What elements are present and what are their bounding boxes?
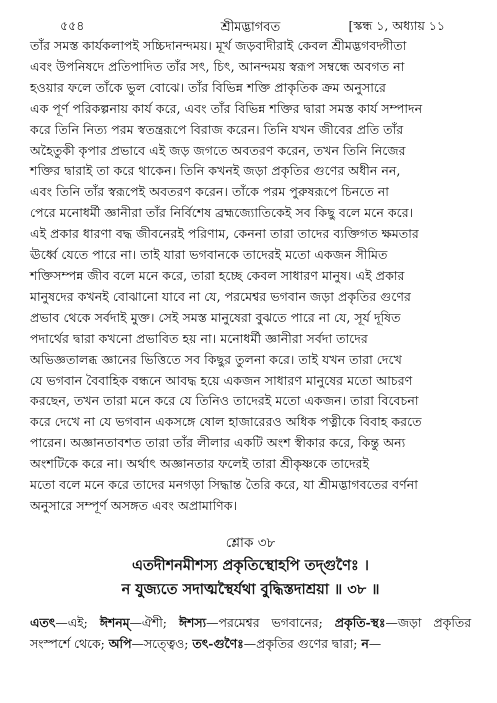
synonym-word: ঈশনম্ <box>99 614 130 630</box>
purport-text <box>30 36 471 517</box>
purport-line: পদার্থের দ্বারা কখনো প্রভাবিত হয় না। মনোধর্মী জ্ঞানীরা সর্বদা তাদের <box>30 330 368 346</box>
verse-line: ন যুজ্যতে সদাত্মস্থৈর্যথা বুদ্ধিস্তদাশ্রয়া ॥ ৩৮ ॥ <box>121 580 380 598</box>
purport-line: এই প্রকার ধারণা বদ্ধ জীবনেরই পরিণাম, কেননা তারা তাদের ব্যক্তিগত ক্ষমতার <box>30 226 419 242</box>
purport-line: যে ভগবান বৈবাহিক বন্ধনে আবদ্ধ হয়ে একজন সাধারণ মানুষের মতো আচরণ <box>30 372 413 388</box>
purport-line: মানুষদের কখনই বোঝানো যাবে না যে, পরমেশ্বর ভগবান জড়া প্রকৃতির গুণের <box>30 288 411 304</box>
purport-line: এক পূর্ণ পরিকল্পনায় কার্য করে, এবং তাঁর বিভিন্ন শক্তির দ্বারা সমস্ত কার্য সম্পাদন <box>30 100 423 116</box>
synonym-meaning: পরমেশ্বর ভগবানের; <box>218 614 335 630</box>
purport-line: তাঁর সমস্ত কার্যকলাপই সচ্চিদানন্দময়। মূর্খ জড়বাদীরাই কেবল শ্রীমদ্ভগবদ্গীতা <box>30 38 407 53</box>
purport-line: শক্তিসম্পন্ন জীব বলে মনে করে, তারা হচ্ছে কেবল সাধারণ মানুষ। এই প্রকার <box>30 267 405 283</box>
synonym-meaning: এই; <box>67 614 100 630</box>
purport <box>30 36 471 654</box>
verse-number: শ্লোক ৩৮ <box>225 534 276 551</box>
purport-line: পেরে মনোধর্মী জ্ঞানীরা তাঁর নির্বিশেষ ব্রহ্মজ্যোতিকেই সব কিছু বলে মনে করে। <box>30 205 414 221</box>
synonym-meaning: সত্ত্বেও; <box>143 635 193 651</box>
synonym-meaning: ঐশী; <box>141 614 179 630</box>
synonym-word: প্রকৃতি-স্থঃ <box>334 614 386 630</box>
synonym-word: অপি <box>108 635 132 651</box>
purport-line: করে তিনি নিত্য পরম স্বতন্ত্ররূপে বিরাজ করেন। তিনি যখন জীবের প্রতি তাঁর <box>30 121 404 137</box>
verse-line: এতদীশনমীশস্য প্রকৃতিস্থোহপি তদ্গুণৈঃ । <box>132 556 369 574</box>
word-for-word-synonyms: এতৎ—এই; ঈশনম্—ঐশী; ঈশস্য—পরমেশ্বর ভগবানের; প্রকৃতি-স্থঃ—জড়া প্রকৃতির সংস্পর্শে থেকে; অপি—সত্ত্বেও; তৎ-গুণৈঃ—প্রকৃতির গুণের দ্বারা; ন— <box>30 614 472 651</box>
book-title: শ্রীমদ্ভাগবত <box>220 20 281 35</box>
synonym-word: ঈশস্য <box>178 614 207 630</box>
synonym-word: ন <box>361 635 369 651</box>
purport-line: অহৈতুকী কৃপার প্রভাবে এই জড় জগতে অবতরণ করেন, তখন তিনি নিজের <box>30 142 406 158</box>
synonym-meaning: প্রকৃতির গুণের দ্বারা; <box>256 635 362 651</box>
purport-line: অনুসারে সম্পূর্ণ অসঙ্গত এবং অপ্রামাণিক। <box>30 497 238 513</box>
purport-line: ঊর্ধ্বে যেতে পারে না। তাই যারা ভগবানকে তাদেরই মতো একজন সীমিত <box>30 247 388 263</box>
synonym-meaning: জড়া প্রকৃতির সংস্পর্শে থেকে; <box>30 614 472 651</box>
purport-line: এবং তিনি তাঁর স্বরূপেই অবতরণ করেন। তাঁকে পরম পুরুষরূপে চিনতে না <box>30 184 389 200</box>
purport-line: পারেন। অজ্ঞানতাবশত তারা তাঁর লীলার একটি অংশ স্বীকার করে, কিন্তু অন্য <box>30 435 406 451</box>
page-header <box>30 0 471 36</box>
purport-line: অভিজ্ঞতালব্ধ জ্ঞানের ভিত্তিতে সব কিছুর তুলনা করে। তাই যখন তারা দেখে <box>30 351 402 367</box>
purport-line: মতো বলে মনে করে তাদের মনগড়া সিদ্ধান্ত তৈরি করে, যা শ্রীমদ্ভাগবতের বর্ণনা <box>30 477 418 493</box>
chapter-location: [স্কন্ধ ১, অধ্যায় ১১ <box>348 18 445 33</box>
synonym-word: এতৎ <box>30 614 56 630</box>
purport-line: করে দেখে না যে ভগবান একসঙ্গে ষোল হাজারেরও অধিক পত্নীকে বিবাহ করতে <box>30 414 422 430</box>
purport-line: হওয়ার ফলে তাঁকে ভুল বোঝে। তাঁর বিভিন্ন শক্তি প্রাকৃতিক ক্রম অনুসারে <box>30 79 386 95</box>
purport-line: অংশটিকে করে না। অর্থাৎ অজ্ঞানতার ফলেই তারা শ্রীকৃষ্ণকে তাদেরই <box>30 456 370 472</box>
sanskrit-verse <box>30 554 471 602</box>
page-number: ৫৫৪ <box>60 18 85 33</box>
purport-line: করছেন, তখন তারা মনে করে যে তিনিও তাদেরই মতো একজন। তারা বিবেচনা <box>30 393 419 409</box>
purport-line: শক্তির দ্বারাই তা করে থাকেন। তিনি কখনই জড়া প্রকৃতির গুণের অধীন নন, <box>30 163 401 179</box>
purport-line: এবং উপনিষদে প্রতিপাদিত তাঁর সৎ, চিৎ, আনন্দময় স্বরূপ সম্বন্ধে অবগত না <box>30 58 405 74</box>
purport-line: প্রভাব থেকে সর্বদাই মুক্ত। সেই সমস্ত মানুষেরা বুঝতে পারে না যে, সূর্য দূষিত <box>30 309 401 325</box>
synonym-word: তৎ-গুণৈঃ <box>192 635 244 651</box>
